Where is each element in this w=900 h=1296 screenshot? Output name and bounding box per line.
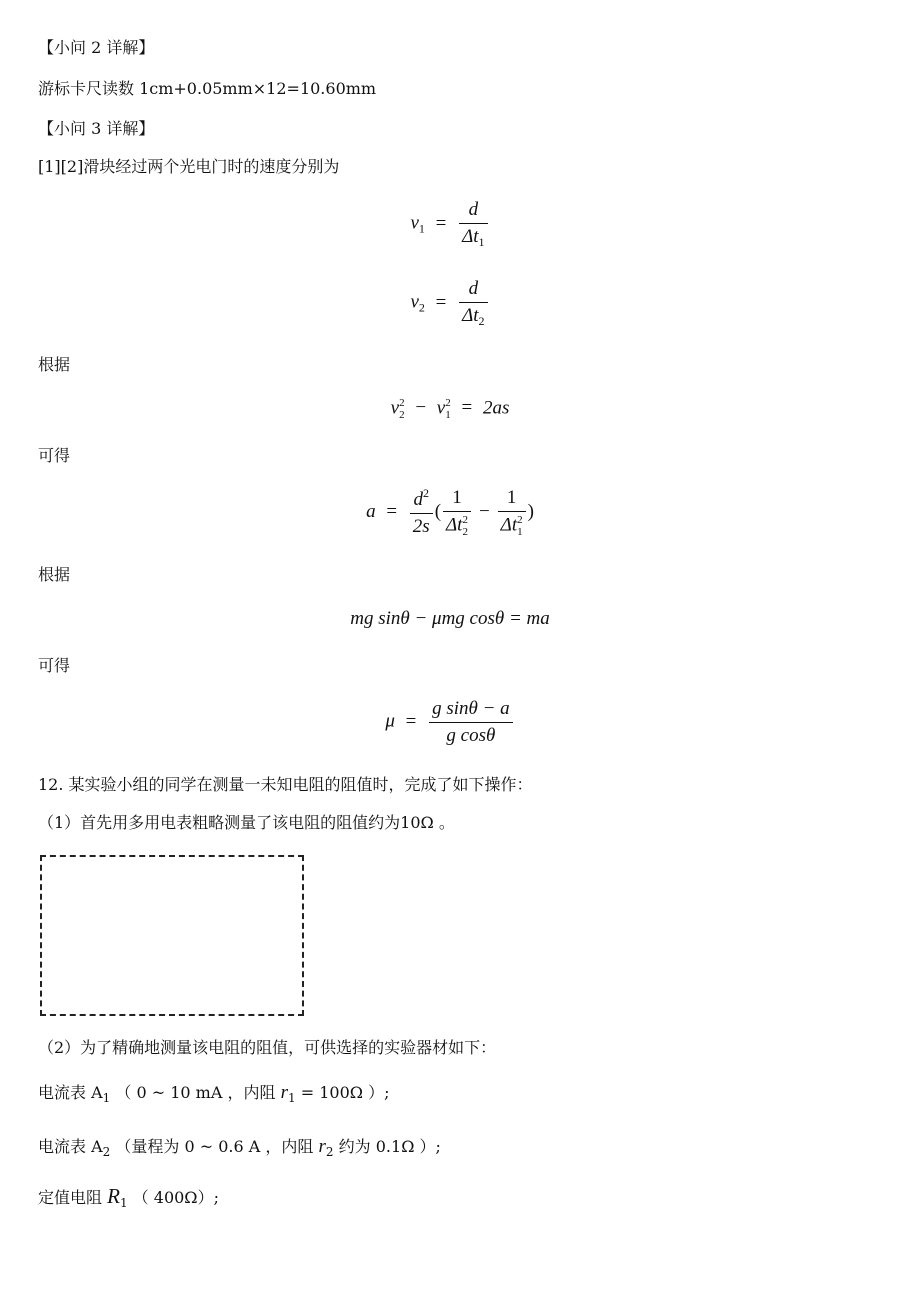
kede-line-1: 可得 <box>38 446 71 465</box>
caliper-reading-line: 游标卡尺读数 1cm+0.05mm×12=10.60mm <box>38 79 377 98</box>
ammeter-a1-line: 电流表 $A_1$ （ 0 ~ 10 mA ，内阻 $r_1 = 100\Omega$ ）; <box>38 1082 390 1105</box>
resistor-r1-line: 定值电阻 $R_1$ （ 400Ω）; <box>38 1184 219 1210</box>
kede-line-2: 可得 <box>38 656 71 675</box>
question-12-stem: 12. 某实验小组的同学在测量一未知电阻的阻值时，完成了如下操作： <box>38 775 533 794</box>
speed-intro-line: [1][2]滑块经过两个光电门时的速度分别为 <box>38 157 340 176</box>
equation-v1: $v_1$ = $\frac{d}{\Delta t_1}$ <box>0 199 900 250</box>
answer-box-dashed <box>40 855 304 1016</box>
genju-line-1: 根据 <box>38 355 71 374</box>
equation-kinematic: v 2 2 − v 2 1 = 2as <box>390 397 510 422</box>
heading-subquestion-3: 【小问 3 详解】 <box>38 119 155 138</box>
part-1-text: （1）首先用多用电表粗略测量了该电阻的阻值约为10Ω 。 <box>38 813 455 832</box>
equation-force: mg sinθ − μmg cosθ = ma <box>350 608 550 629</box>
heading-subquestion-2: 【小问 2 详解】 <box>38 38 155 57</box>
ammeter-a2-line: 电流表 $A_2$ （量程为 0 ~ 0.6 A ，内阻 $r_2$ 约为 0.1Ω ）; <box>38 1136 441 1159</box>
equation-acceleration: a = $\frac{d^2}{2s}$ ( 1 Δt 2 2 − 1 Δt 2 1 ) <box>366 486 534 538</box>
genju-line-2: 根据 <box>38 565 71 584</box>
fraction: $\frac{d}{\Delta t_1}$ <box>459 199 487 250</box>
part-2-text: （2）为了精确地测量该电阻的阻值，可供选择的实验器材如下： <box>38 1038 497 1057</box>
fraction: $\frac{d}{\Delta t_2}$ <box>459 278 487 329</box>
equation-v2: $v_2$ = $\frac{d}{\Delta t_2}$ <box>0 278 900 329</box>
equation-mu: μ = $\frac{\text{g sinθ − a}}{\text{g cosθ}}$ <box>0 698 900 747</box>
